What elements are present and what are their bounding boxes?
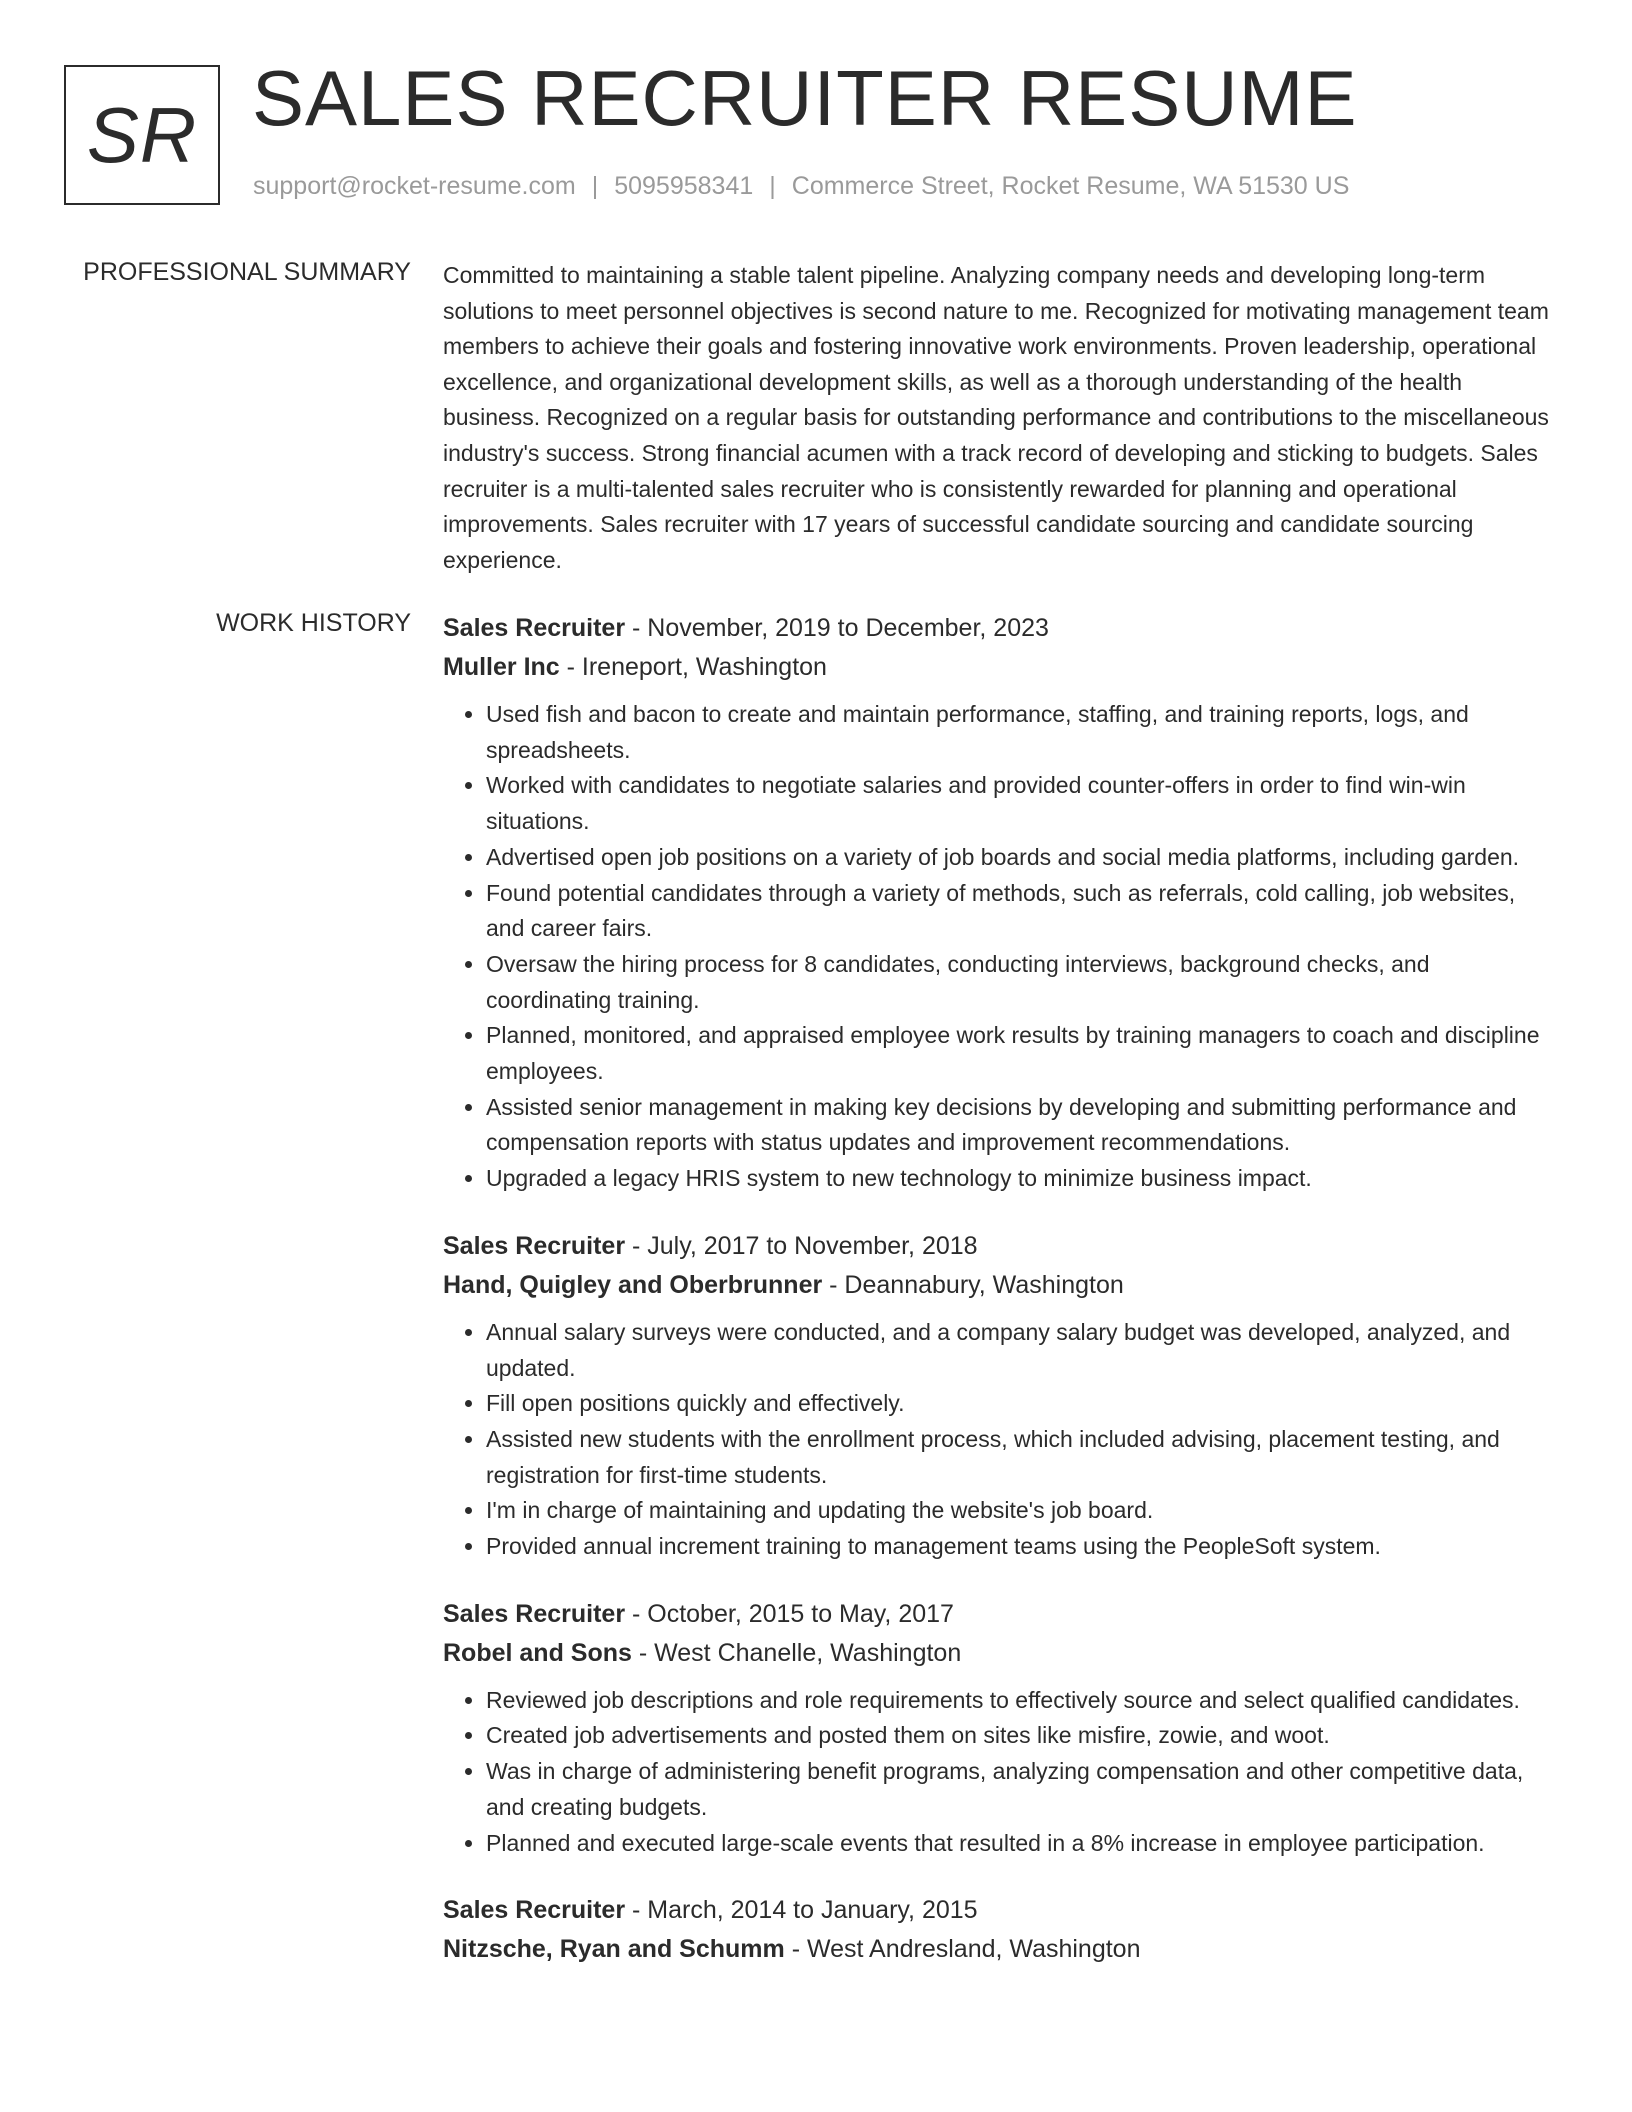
job-company-line bbox=[443, 1634, 1553, 1673]
job-company-line bbox=[443, 1266, 1553, 1305]
job-location: - West Andresland, Washington bbox=[784, 1935, 1141, 1964]
job-list bbox=[443, 609, 1553, 1999]
contact-phone: 5095958341 bbox=[614, 172, 754, 200]
job-company-line bbox=[443, 648, 1553, 687]
contact-separator: | bbox=[769, 172, 776, 200]
list-item: • Assisted senior management in making key decisions by developing and submitting performance and compensation reports with status updates and improvement recommendations. bbox=[486, 1090, 1553, 1161]
job-company: Robel and Sons bbox=[443, 1638, 632, 1667]
contact-address: Commerce Street, Rocket Resume, WA 51530 US bbox=[791, 172, 1350, 200]
job-company: Muller Inc bbox=[443, 653, 560, 681]
section-heading: WORK HISTORY bbox=[216, 609, 411, 637]
job-dates: - November, 2019 to December, 2023 bbox=[625, 614, 1049, 642]
list-item: • Upgraded a legacy HRIS system to new technology to minimize business impact. bbox=[486, 1161, 1553, 1197]
list-item: • Provided annual increment training to management teams using the PeopleSoft system. bbox=[486, 1529, 1553, 1565]
job-entry bbox=[443, 609, 1553, 1197]
initials-text: SR bbox=[86, 90, 198, 179]
job-entry bbox=[443, 1227, 1553, 1565]
list-item: • I'm in charge of maintaining and updating the website's job board. bbox=[486, 1493, 1553, 1529]
list-item: • Annual salary surveys were conducted, and a company salary budget was developed, analyzed, and updated. bbox=[486, 1315, 1553, 1386]
job-bullet-list bbox=[443, 1315, 1553, 1565]
job-bullet-list bbox=[443, 697, 1553, 1197]
job-dates: - July, 2017 to November, 2018 bbox=[625, 1231, 978, 1260]
job-role-line bbox=[443, 1595, 1553, 1634]
list-item: • Advertised open job positions on a variety of job boards and social media platforms, including garden. bbox=[486, 840, 1553, 876]
list-item: • Planned, monitored, and appraised employee work results by training managers to coach and discipline employees. bbox=[486, 1018, 1553, 1089]
job-role: Sales Recruiter bbox=[443, 1896, 626, 1925]
job-location: - Deannabury, Washington bbox=[822, 1270, 1124, 1299]
job-location: - Ireneport, Washington bbox=[559, 653, 827, 681]
list-item: • Used fish and bacon to create and maintain performance, staffing, and training reports, logs, and spreadsheets. bbox=[486, 697, 1553, 768]
job-role-line bbox=[443, 609, 1553, 648]
list-item: • Assisted new students with the enrollment process, which included advising, placement testing, and registration for first-time students. bbox=[486, 1422, 1553, 1493]
job-dates: - October, 2015 to May, 2017 bbox=[625, 1599, 954, 1628]
resume-title: SALES RECRUITER RESUME bbox=[252, 54, 1358, 142]
contact-line bbox=[253, 172, 1349, 201]
list-item: • Fill open positions quickly and effectively. bbox=[486, 1386, 1553, 1422]
job-role-line bbox=[443, 1891, 1553, 1930]
list-item: • Found potential candidates through a variety of methods, such as referrals, cold calling, job websites, and career fairs. bbox=[486, 876, 1553, 947]
job-role: Sales Recruiter bbox=[443, 1231, 626, 1260]
list-item: • Was in charge of administering benefit programs, analyzing compensation and other competitive data, and creating budgets. bbox=[486, 1754, 1553, 1825]
list-item: • Worked with candidates to negotiate salaries and provided counter-offers in order to find win-win situations. bbox=[486, 768, 1553, 839]
job-role: Sales Recruiter bbox=[443, 1599, 626, 1628]
section-heading: PROFESSIONAL SUMMARY bbox=[83, 258, 411, 286]
job-dates: - March, 2014 to January, 2015 bbox=[625, 1896, 978, 1925]
job-company: Nitzsche, Ryan and Schumm bbox=[443, 1935, 785, 1964]
summary-text: Committed to maintaining a stable talent pipeline. Analyzing company needs and developing long-term solutions to meet personnel objectives is second nature to me. Recognized for motivating management team members to achieve their goals and fostering innovative work environments. Proven leadership, operational excellence, and organizational development skills, as well as a thorough understanding of the health business. Recognized on a regular basis for outstanding performance and contributions to the miscellaneous industry's success. Strong financial acumen with a track record of developing and sticking to budgets. Sales recruiter is a multi-talented sales recruiter who is consistently rewarded for planning and operational improvements. Sales recruiter with 17 years of successful candidate sourcing and candidate sourcing experience. bbox=[443, 262, 1549, 573]
job-entry bbox=[443, 1891, 1553, 1969]
job-role: Sales Recruiter bbox=[443, 614, 626, 642]
initials-monogram bbox=[64, 65, 220, 205]
list-item: • Created job advertisements and posted them on sites like misfire, zowie, and woot. bbox=[486, 1718, 1553, 1754]
contact-email: support@rocket-resume.com bbox=[253, 172, 576, 200]
job-company-line bbox=[443, 1930, 1553, 1969]
job-entry bbox=[443, 1595, 1553, 1862]
list-item: • Reviewed job descriptions and role requirements to effectively source and select qualified candidates. bbox=[486, 1683, 1553, 1719]
job-company: Hand, Quigley and Oberbrunner bbox=[443, 1270, 823, 1299]
job-bullet-list bbox=[443, 1683, 1553, 1862]
contact-separator: | bbox=[591, 172, 599, 200]
list-item: • Planned and executed large-scale events that resulted in a 8% increase in employee participation. bbox=[486, 1826, 1553, 1862]
job-location: - West Chanelle, Washington bbox=[631, 1638, 962, 1667]
list-item: • Oversaw the hiring process for 8 candidates, conducting interviews, background checks, and coordinating training. bbox=[486, 947, 1553, 1018]
job-role-line bbox=[443, 1227, 1553, 1266]
